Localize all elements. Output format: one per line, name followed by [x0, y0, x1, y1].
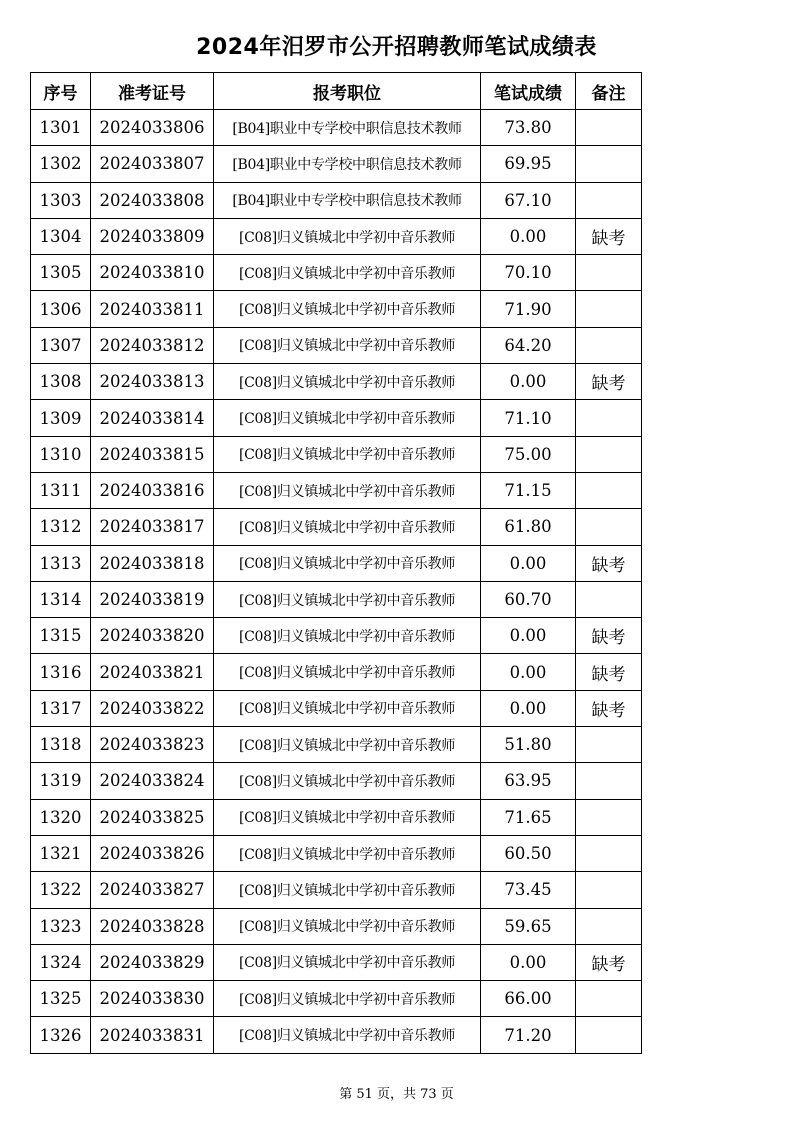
cell-score: 73.80: [481, 110, 576, 146]
cell-ticket-number: 2024033817: [91, 509, 214, 545]
cell-seq: 1307: [31, 327, 91, 363]
cell-score: 71.20: [481, 1017, 576, 1053]
table-row: [31, 727, 642, 763]
cell-score: 0.00: [481, 654, 576, 690]
cell-note: [576, 1017, 642, 1053]
table-row: [31, 327, 642, 363]
cell-note: 缺考: [576, 654, 642, 690]
cell-score: 0.00: [481, 690, 576, 726]
table-row: [31, 908, 642, 944]
column-header-seq: 序号: [31, 73, 91, 110]
cell-position: [C08]归义镇城北中学初中音乐教师: [214, 364, 481, 400]
cell-note: [576, 436, 642, 472]
table-row: [31, 872, 642, 908]
cell-position: [C08]归义镇城北中学初中音乐教师: [214, 727, 481, 763]
cell-note: [576, 182, 642, 218]
cell-score: 61.80: [481, 509, 576, 545]
cell-position: [C08]归义镇城北中学初中音乐教师: [214, 908, 481, 944]
cell-seq: 1314: [31, 581, 91, 617]
column-header-position: 报考职位: [214, 73, 481, 110]
cell-seq: 1322: [31, 872, 91, 908]
cell-score: 64.20: [481, 327, 576, 363]
cell-ticket-number: 2024033814: [91, 400, 214, 436]
cell-ticket-number: 2024033809: [91, 218, 214, 254]
cell-seq: 1308: [31, 364, 91, 400]
cell-ticket-number: 2024033829: [91, 944, 214, 980]
cell-position: [C08]归义镇城北中学初中音乐教师: [214, 436, 481, 472]
cell-score: 0.00: [481, 944, 576, 980]
cell-note: [576, 908, 642, 944]
cell-position: [C08]归义镇城北中学初中音乐教师: [214, 981, 481, 1017]
cell-seq: 1306: [31, 291, 91, 327]
cell-ticket-number: 2024033813: [91, 364, 214, 400]
cell-seq: 1324: [31, 944, 91, 980]
cell-note: [576, 727, 642, 763]
table-row: [31, 799, 642, 835]
table-row: [31, 690, 642, 726]
cell-position: [C08]归义镇城北中学初中音乐教师: [214, 835, 481, 871]
cell-ticket-number: 2024033820: [91, 618, 214, 654]
cell-ticket-number: 2024033812: [91, 327, 214, 363]
cell-seq: 1302: [31, 146, 91, 182]
cell-position: [C08]归义镇城北中学初中音乐教师: [214, 763, 481, 799]
cell-seq: 1325: [31, 981, 91, 1017]
cell-ticket-number: 2024033822: [91, 690, 214, 726]
page-title: 2024年汨罗市公开招聘教师笔试成绩表: [196, 35, 597, 60]
cell-seq: 1301: [31, 110, 91, 146]
cell-seq: 1316: [31, 654, 91, 690]
cell-score: 60.50: [481, 835, 576, 871]
cell-position: [C08]归义镇城北中学初中音乐教师: [214, 944, 481, 980]
table-row: [31, 581, 642, 617]
cell-ticket-number: 2024033828: [91, 908, 214, 944]
table-row: [31, 763, 642, 799]
table-row: [31, 255, 642, 291]
cell-ticket-number: 2024033823: [91, 727, 214, 763]
cell-ticket-number: 2024033825: [91, 799, 214, 835]
cell-seq: 1311: [31, 472, 91, 508]
cell-note: [576, 472, 642, 508]
column-header-score: 笔试成绩: [481, 73, 576, 110]
table-row: [31, 110, 642, 146]
cell-score: 71.65: [481, 799, 576, 835]
cell-seq: 1320: [31, 799, 91, 835]
column-header-note: 备注: [576, 73, 642, 110]
table-row: [31, 182, 642, 218]
cell-position: [C08]归义镇城北中学初中音乐教师: [214, 799, 481, 835]
cell-ticket-number: 2024033826: [91, 835, 214, 871]
cell-note: [576, 255, 642, 291]
cell-note: [576, 509, 642, 545]
cell-note: [576, 400, 642, 436]
cell-note: [576, 799, 642, 835]
cell-seq: 1309: [31, 400, 91, 436]
cell-score: 71.90: [481, 291, 576, 327]
cell-position: [B04]职业中专学校中职信息技术教师: [214, 182, 481, 218]
cell-ticket-number: 2024033821: [91, 654, 214, 690]
cell-ticket-number: 2024033808: [91, 182, 214, 218]
cell-position: [C08]归义镇城北中学初中音乐教师: [214, 509, 481, 545]
cell-score: 60.70: [481, 581, 576, 617]
cell-position: [B04]职业中专学校中职信息技术教师: [214, 146, 481, 182]
cell-note: 缺考: [576, 545, 642, 581]
cell-position: [C08]归义镇城北中学初中音乐教师: [214, 872, 481, 908]
cell-ticket-number: 2024033830: [91, 981, 214, 1017]
cell-ticket-number: 2024033818: [91, 545, 214, 581]
table-row: [31, 509, 642, 545]
table-row: [31, 835, 642, 871]
cell-score: 73.45: [481, 872, 576, 908]
cell-seq: 1310: [31, 436, 91, 472]
cell-note: [576, 981, 642, 1017]
table-row: [31, 618, 642, 654]
cell-position: [C08]归义镇城北中学初中音乐教师: [214, 654, 481, 690]
cell-note: 缺考: [576, 690, 642, 726]
cell-score: 0.00: [481, 618, 576, 654]
cell-note: [576, 110, 642, 146]
cell-seq: 1321: [31, 835, 91, 871]
cell-seq: 1318: [31, 727, 91, 763]
cell-note: [576, 763, 642, 799]
cell-position: [C08]归义镇城北中学初中音乐教师: [214, 690, 481, 726]
cell-position: [C08]归义镇城北中学初中音乐教师: [214, 291, 481, 327]
cell-position: [C08]归义镇城北中学初中音乐教师: [214, 400, 481, 436]
table-row: [31, 436, 642, 472]
table-body: [31, 110, 642, 1054]
cell-seq: 1305: [31, 255, 91, 291]
cell-seq: 1319: [31, 763, 91, 799]
table-row: [31, 364, 642, 400]
cell-position: [C08]归义镇城北中学初中音乐教师: [214, 472, 481, 508]
cell-seq: 1326: [31, 1017, 91, 1053]
cell-seq: 1323: [31, 908, 91, 944]
cell-score: 71.10: [481, 400, 576, 436]
cell-position: [C08]归义镇城北中学初中音乐教师: [214, 581, 481, 617]
cell-score: 71.15: [481, 472, 576, 508]
cell-note: [576, 146, 642, 182]
cell-ticket-number: 2024033810: [91, 255, 214, 291]
cell-ticket-number: 2024033819: [91, 581, 214, 617]
cell-seq: 1312: [31, 509, 91, 545]
cell-note: 缺考: [576, 364, 642, 400]
cell-note: 缺考: [576, 618, 642, 654]
cell-ticket-number: 2024033807: [91, 146, 214, 182]
cell-note: 缺考: [576, 218, 642, 254]
cell-seq: 1303: [31, 182, 91, 218]
table-row: [31, 218, 642, 254]
column-header-ticket: 准考证号: [91, 73, 214, 110]
cell-score: 0.00: [481, 364, 576, 400]
table-row: [31, 291, 642, 327]
cell-ticket-number: 2024033815: [91, 436, 214, 472]
cell-ticket-number: 2024033816: [91, 472, 214, 508]
cell-score: 0.00: [481, 545, 576, 581]
cell-note: [576, 872, 642, 908]
table-header-row: [31, 73, 642, 110]
cell-position: [C08]归义镇城北中学初中音乐教师: [214, 1017, 481, 1053]
table-row: [31, 981, 642, 1017]
cell-score: 70.10: [481, 255, 576, 291]
cell-seq: 1304: [31, 218, 91, 254]
cell-position: [C08]归义镇城北中学初中音乐教师: [214, 618, 481, 654]
cell-score: 51.80: [481, 727, 576, 763]
cell-ticket-number: 2024033831: [91, 1017, 214, 1053]
cell-note: [576, 835, 642, 871]
table-row: [31, 472, 642, 508]
cell-seq: 1317: [31, 690, 91, 726]
table-row: [31, 654, 642, 690]
cell-position: [C08]归义镇城北中学初中音乐教师: [214, 218, 481, 254]
cell-score: 0.00: [481, 218, 576, 254]
cell-note: [576, 581, 642, 617]
cell-score: 59.65: [481, 908, 576, 944]
cell-ticket-number: 2024033811: [91, 291, 214, 327]
table-row: [31, 146, 642, 182]
cell-seq: 1313: [31, 545, 91, 581]
cell-position: [C08]归义镇城北中学初中音乐教师: [214, 255, 481, 291]
cell-score: 67.10: [481, 182, 576, 218]
cell-ticket-number: 2024033824: [91, 763, 214, 799]
cell-position: [B04]职业中专学校中职信息技术教师: [214, 110, 481, 146]
table-row: [31, 1017, 642, 1053]
cell-score: 75.00: [481, 436, 576, 472]
cell-score: 69.95: [481, 146, 576, 182]
score-table: [30, 72, 642, 1054]
cell-ticket-number: 2024033806: [91, 110, 214, 146]
cell-seq: 1315: [31, 618, 91, 654]
cell-score: 63.95: [481, 763, 576, 799]
page-footer: 第 51 页，共 73 页: [339, 1087, 454, 1102]
cell-note: 缺考: [576, 944, 642, 980]
table-row: [31, 545, 642, 581]
cell-note: [576, 291, 642, 327]
cell-position: [C08]归义镇城北中学初中音乐教师: [214, 545, 481, 581]
cell-ticket-number: 2024033827: [91, 872, 214, 908]
cell-position: [C08]归义镇城北中学初中音乐教师: [214, 327, 481, 363]
table-row: [31, 400, 642, 436]
table-row: [31, 944, 642, 980]
cell-score: 66.00: [481, 981, 576, 1017]
cell-note: [576, 327, 642, 363]
